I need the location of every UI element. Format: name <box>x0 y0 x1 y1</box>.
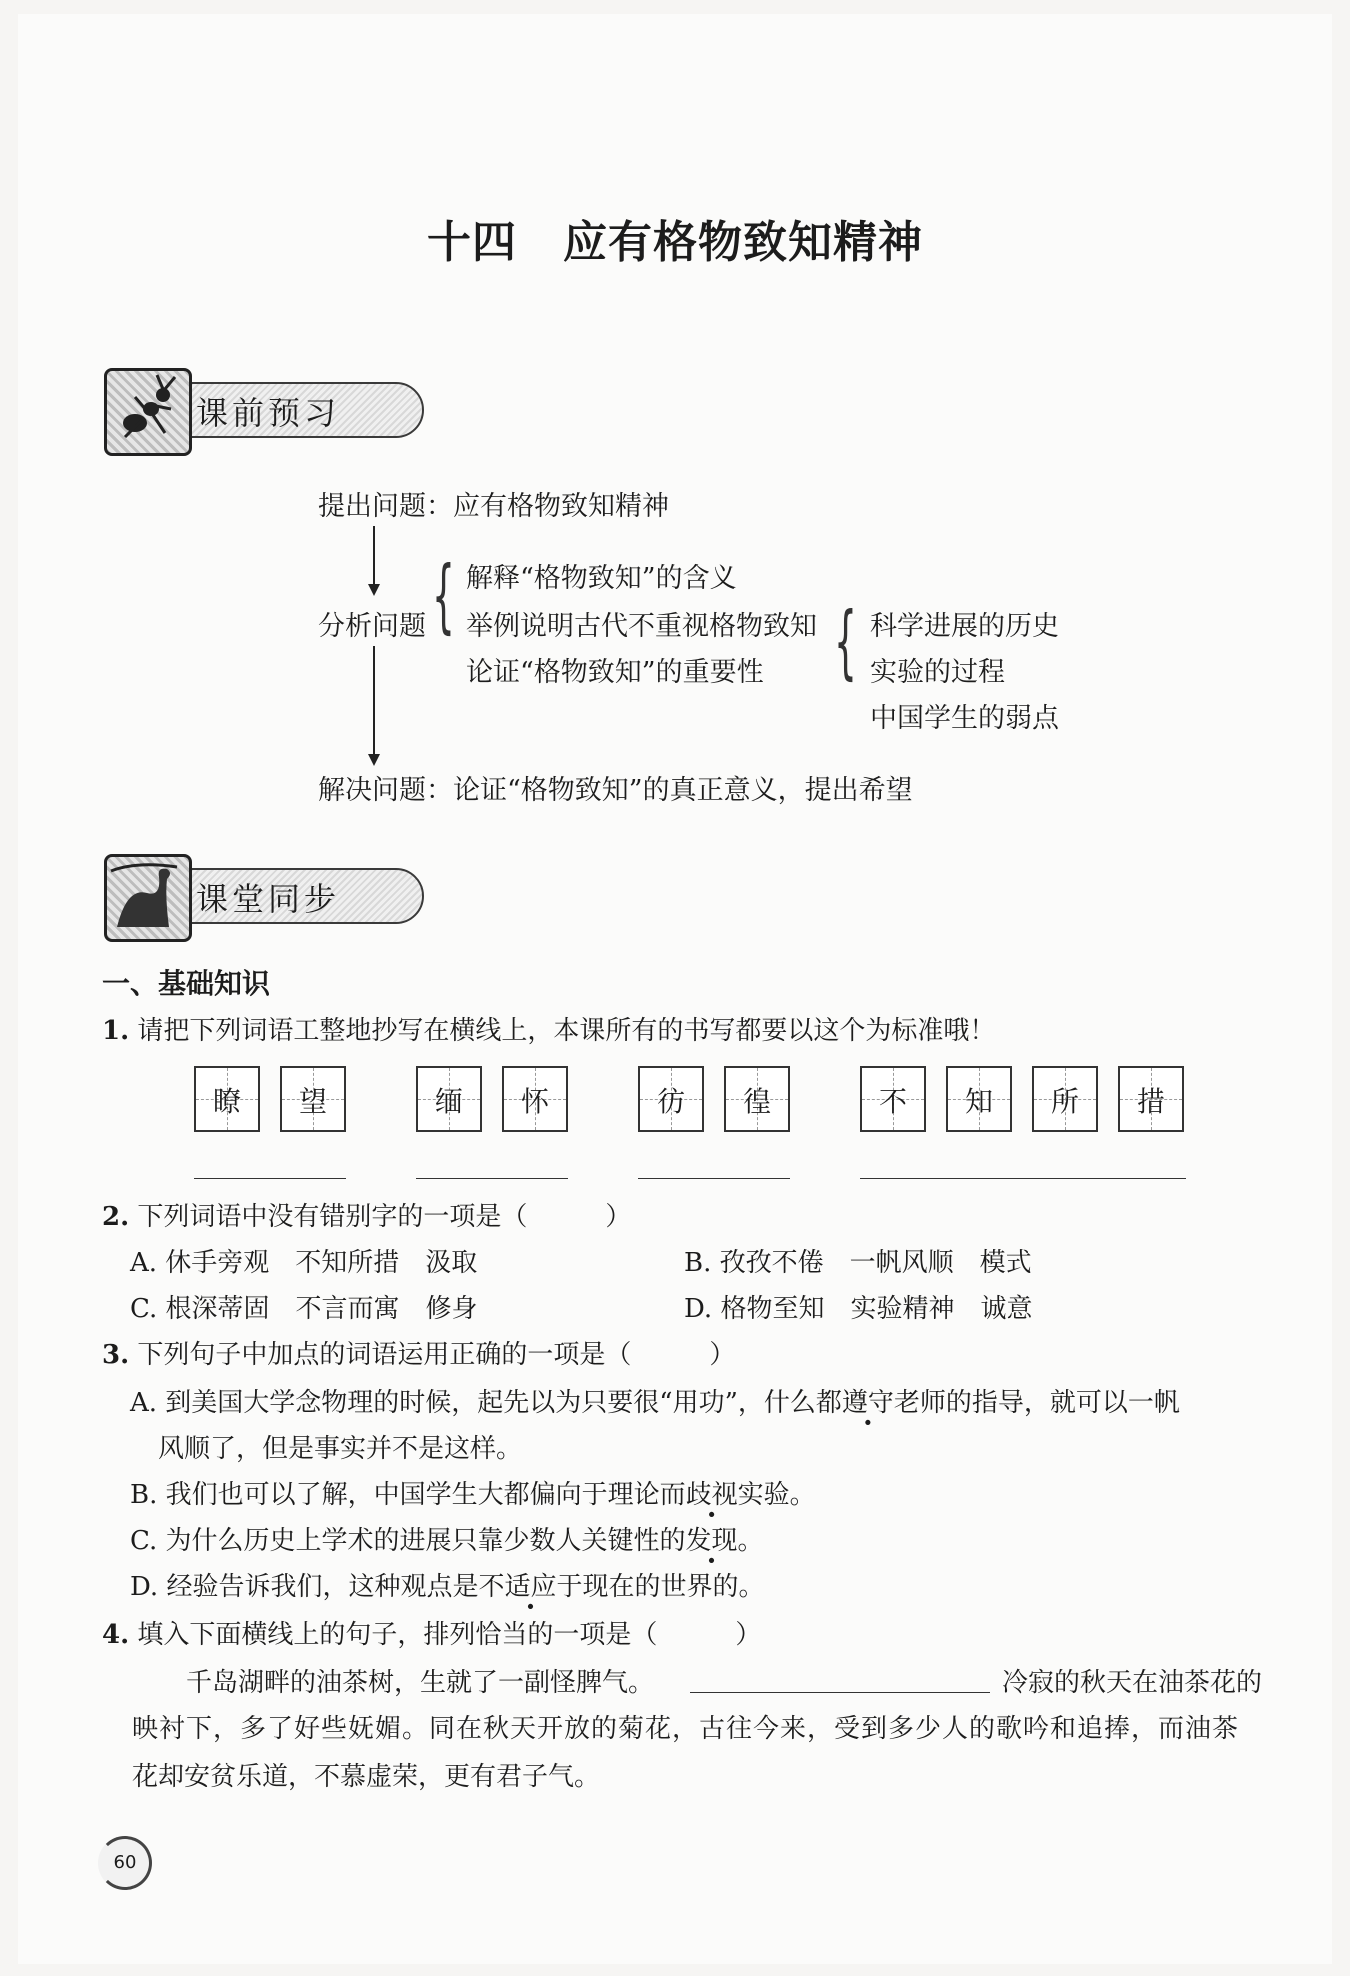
option-c[interactable] <box>130 1520 764 1557</box>
option-text: C. 为什么历史上学术的进展只靠少数人关键性的 <box>130 1526 686 1556</box>
lesson-number: 十四 <box>427 217 517 268</box>
option-c[interactable]: C. 根深蒂固 不言而寓 修身 <box>130 1294 478 1324</box>
arrow-line-1 <box>373 526 375 586</box>
emphasized-word: 适应 <box>504 1572 557 1602</box>
question-2 <box>102 1196 631 1233</box>
analyze-item-2: 举例说明古代不重视格物致知 <box>466 611 817 642</box>
page-number: 60 <box>98 1836 152 1890</box>
option-b[interactable]: B. 孜孜不倦 一帆风顺 模式 <box>684 1248 1032 1278</box>
char-box <box>1118 1066 1184 1132</box>
option-text: 。 <box>737 1526 764 1556</box>
writing-line[interactable] <box>860 1178 1186 1179</box>
mindmap-solve: 解决问题：论证“格物致知”的真正意义，提出希望 <box>318 775 913 806</box>
question-1 <box>102 1010 995 1047</box>
option-text: D. 经验告诉我们，这种观点是不 <box>130 1572 505 1602</box>
question-number: 1. <box>102 1016 130 1046</box>
option-text: B. 我们也可以了解，中国学生大都偏向于理论而 <box>130 1480 686 1510</box>
sub-item-2: 实验的过程 <box>870 657 1005 688</box>
emphasized-word: 遵守 <box>841 1388 894 1418</box>
passage-line-1a: 千岛湖畔的油茶树，生就了一副怪脾气。 <box>186 1668 655 1698</box>
option-b[interactable] <box>130 1474 816 1511</box>
analyze-item-3: 论证“格物致知”的重要性 <box>466 657 764 688</box>
section-badge-preview <box>104 376 434 438</box>
writing-line[interactable] <box>416 1178 568 1179</box>
arrow-line-2 <box>373 646 375 756</box>
section-badge-classroom <box>104 862 434 924</box>
passage-line-3: 花却安贫乐道，不慕虚荣，更有君子气。 <box>132 1762 601 1792</box>
option-a[interactable]: A. 休手旁观 不知所措 汲取 <box>130 1248 478 1278</box>
question-text: 下列句子中加点的词语运用正确的一项是（ ） <box>137 1340 736 1370</box>
passage-line-2: 映衬下，多了好些妩媚。同在秋天开放的菊花，古往今来，受到多少人的歌吟和追捧，而油茶 <box>132 1714 1240 1744</box>
sub-item-1: 科学进展的历史 <box>870 611 1059 642</box>
ant-icon <box>104 368 192 456</box>
question-text: 请把下列词语工整地抄写在横线上，本课所有的书写都要以这个为标准哦！ <box>137 1016 996 1046</box>
lesson-title: 应有格物致知精神 <box>563 217 923 268</box>
char-box <box>860 1066 926 1132</box>
char: 所 <box>1050 1085 1079 1118</box>
char-box <box>724 1066 790 1132</box>
question-text: 填入下面横线上的句子，排列恰当的一项是（ ） <box>137 1620 762 1650</box>
char-box <box>502 1066 568 1132</box>
question-3 <box>102 1334 735 1371</box>
char-box <box>416 1066 482 1132</box>
question-number: 2. <box>102 1202 130 1232</box>
arrow-down-icon <box>368 754 380 766</box>
char: 瞭 <box>212 1085 241 1118</box>
option-a[interactable] <box>130 1382 1180 1419</box>
option-a-continued: 风顺了，但是事实并不是这样。 <box>158 1434 523 1464</box>
option-text: 实验。 <box>737 1480 816 1510</box>
question-number: 3. <box>102 1340 130 1370</box>
char: 缅 <box>434 1085 463 1118</box>
brace-left-icon: { <box>834 595 857 688</box>
analyze-item-1: 解释“格物致知”的含义 <box>466 563 737 594</box>
char: 措 <box>1136 1085 1165 1118</box>
option-d[interactable]: D. 格物至知 实验精神 诚意 <box>684 1294 1033 1324</box>
char: 望 <box>298 1085 327 1118</box>
option-text: 老师的指导，就可以一帆 <box>893 1388 1180 1418</box>
answer-blank[interactable] <box>690 1692 990 1693</box>
question-text: 下列词语中没有错别字的一项是（ ） <box>137 1202 632 1232</box>
char-box <box>194 1066 260 1132</box>
char: 不 <box>878 1085 907 1118</box>
emphasized-word: 发现 <box>685 1526 738 1556</box>
char: 徨 <box>742 1085 771 1118</box>
question-number: 4. <box>102 1620 130 1650</box>
page-title <box>0 206 1350 270</box>
option-text: A. 到美国大学念物理的时候，起先以为只要很“用功”，什么都 <box>130 1388 842 1418</box>
passage-line-1b: 冷寂的秋天在油茶花的 <box>1002 1668 1263 1698</box>
char: 知 <box>964 1085 993 1118</box>
mindmap-analyze: 分析问题 <box>318 611 426 642</box>
question-4 <box>102 1614 761 1651</box>
emphasized-word: 歧视 <box>685 1480 738 1510</box>
badge-label: 课堂同步 <box>196 880 341 918</box>
char-box <box>638 1066 704 1132</box>
arrow-down-icon <box>368 584 380 596</box>
char-box <box>1032 1066 1098 1132</box>
char: 彷 <box>656 1085 685 1118</box>
char-box <box>946 1066 1012 1132</box>
brace-left-icon: { <box>432 549 455 642</box>
mindmap-raise: 提出问题：应有格物致知精神 <box>318 491 669 522</box>
writing-line[interactable] <box>638 1178 790 1179</box>
char: 怀 <box>520 1085 549 1118</box>
part-heading: 一、基础知识 <box>102 967 271 1000</box>
badge-label: 课前预习 <box>196 394 341 432</box>
writing-line[interactable] <box>194 1178 346 1179</box>
dinosaur-icon <box>104 854 192 942</box>
option-d[interactable] <box>130 1566 764 1603</box>
char-box <box>280 1066 346 1132</box>
option-text: 于现在的世界的。 <box>556 1572 765 1602</box>
sub-item-3: 中国学生的弱点 <box>870 703 1059 734</box>
